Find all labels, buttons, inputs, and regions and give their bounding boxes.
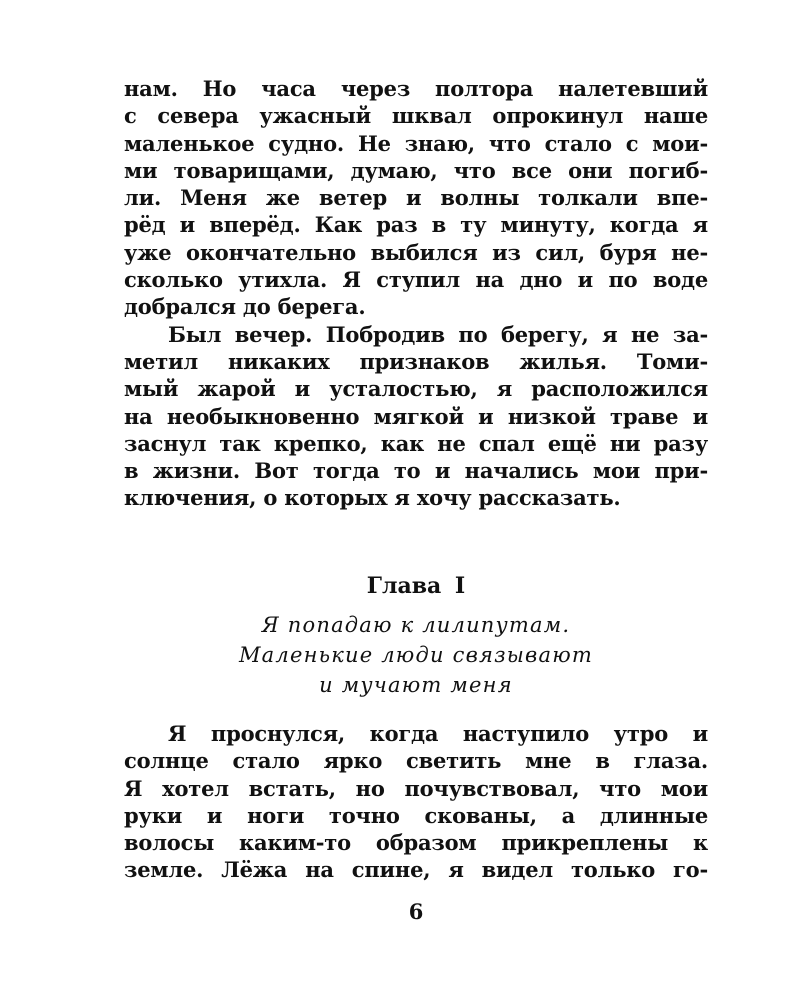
text-block-bottom	[124, 720, 708, 884]
text-line: маленькое судно. Не знаю, что стало с мои-	[124, 130, 708, 156]
text-line: в жизни. Вот тогда то и начались мои при-	[124, 458, 708, 484]
subtitle-line: Маленькие люди связывают	[238, 643, 593, 667]
chapter-subtitle	[124, 610, 708, 700]
text-line: рёд и вперёд. Как раз в ту минуту, когда я	[124, 212, 708, 238]
text-line: Я проснулся, когда наступило утро и	[168, 721, 708, 746]
text-line: заснул так крепко, как не спал ещё ни разу	[124, 430, 708, 456]
text-line: мый жарой и усталостью, я расположился	[124, 376, 708, 402]
text-line: с севера ужасный шквал опрокинул наше	[124, 103, 708, 129]
text-block-top	[124, 75, 708, 512]
text-line: солнце стало ярко светить мне в глаза.	[124, 748, 708, 774]
text-line: волосы каким-то образом прикреплены к	[124, 830, 708, 856]
book-page	[124, 0, 708, 1000]
text-line: нам. Но часа через полтора налетевший	[124, 76, 708, 101]
text-line: земле. Лёжа на спине, я видел только го-	[124, 857, 708, 883]
text-line: на необыкновенно мягкой и низкой траве и	[124, 403, 708, 429]
text-line: добрался до берега.	[124, 294, 366, 320]
text-line: ли. Меня же ветер и волны толкали впе-	[124, 185, 708, 211]
chapter-title: Глава I	[366, 573, 466, 599]
text-line: Был вечер. Побродив по берегу, я не за-	[168, 321, 708, 347]
subtitle-line: Я попадаю к лилипутам.	[261, 613, 571, 637]
subtitle-line: и мучают меня	[319, 673, 513, 697]
page-number: 6	[408, 899, 424, 924]
text-line: сколько утихла. Я ступил на дно и по воде	[124, 267, 708, 293]
text-line: ключения, о которых я хочу рассказать.	[124, 485, 621, 511]
text-line: ми товарищами, думаю, что все они погиб-	[124, 157, 708, 183]
text-line: Я хотел встать, но почувствовал, что мои	[124, 775, 708, 801]
text-line: метил никаких признаков жилья. Томи-	[124, 348, 708, 374]
text-line: уже окончательно выбился из сил, буря не-	[124, 239, 708, 265]
text-line: руки и ноги точно скованы, а длинные	[124, 802, 708, 828]
